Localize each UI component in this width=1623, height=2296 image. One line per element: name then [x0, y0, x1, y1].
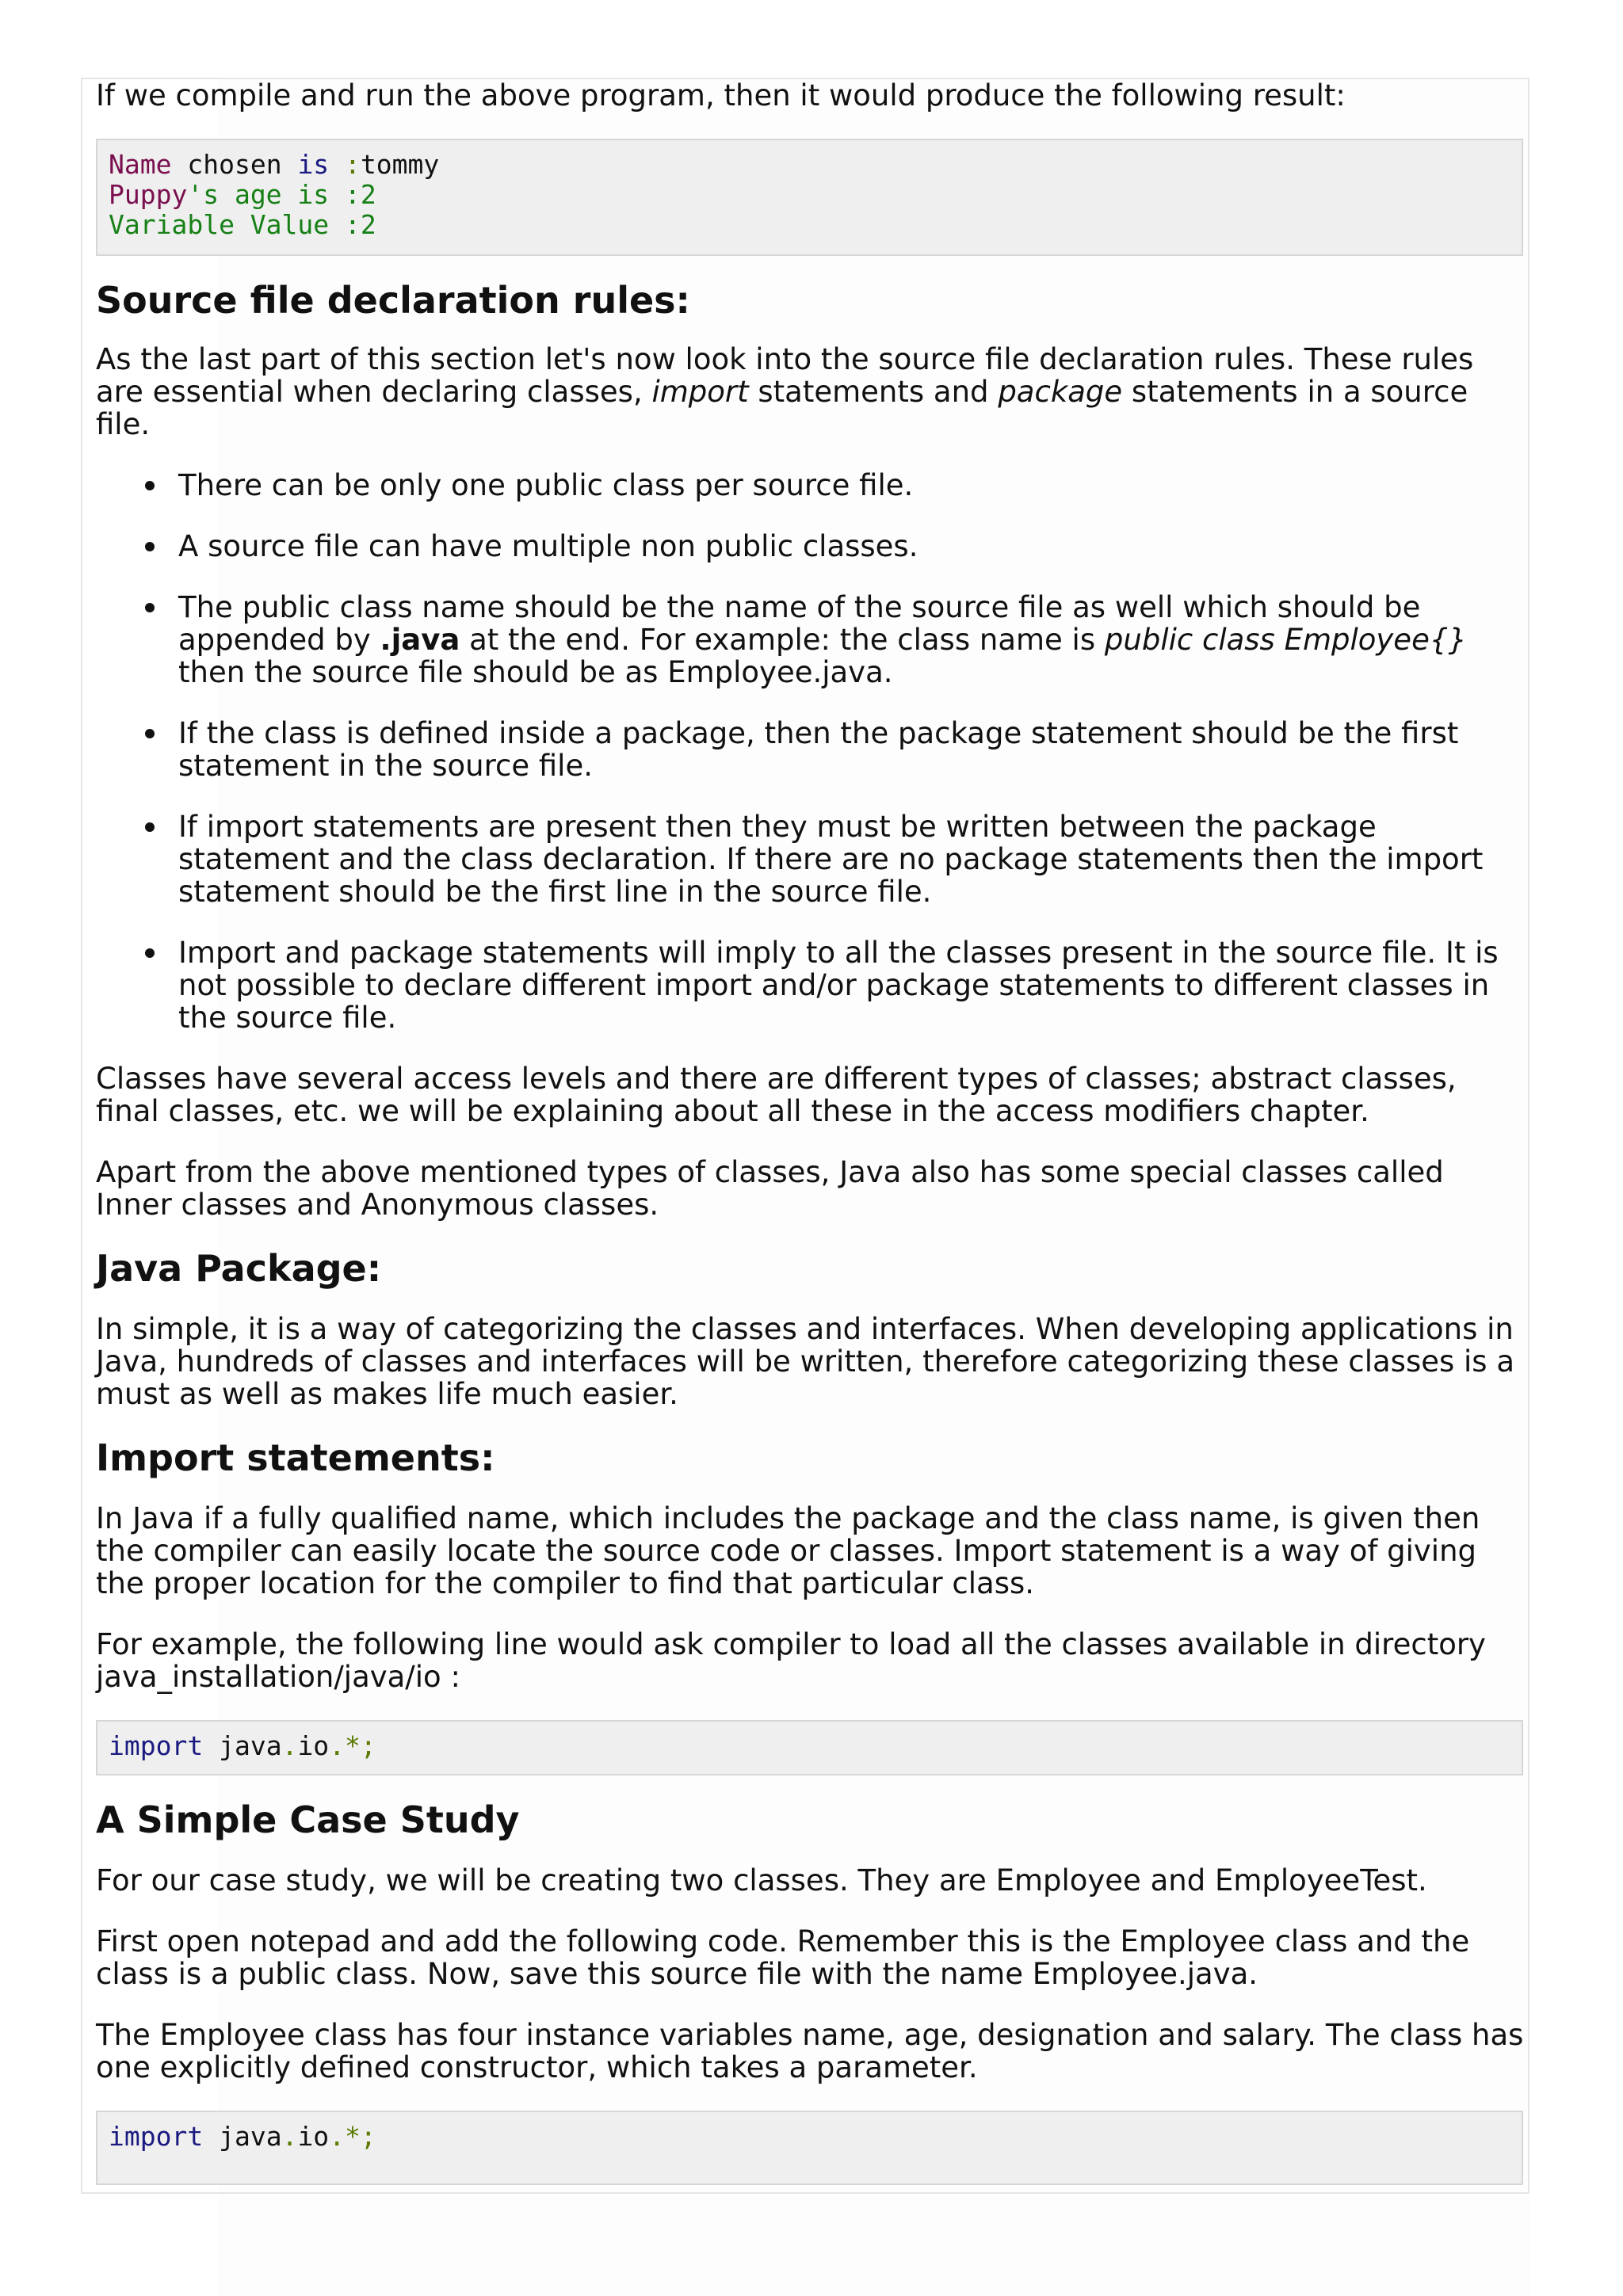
code-token: tommy	[360, 149, 440, 180]
code-token: import	[109, 2121, 204, 2152]
heading-import-statements: Import statements:	[96, 1436, 495, 1479]
list-item-text: There can be only one public class per source file.	[178, 468, 914, 502]
import-code-block	[96, 1720, 1523, 1775]
import-paragraph: In Java if a fully qualified name, which includes the package and the class name, is given then the compiler can easily locate the source code or classes. Import statement is a way of giving the proper location for the compiler to find that particular class.	[96, 1501, 1480, 1600]
code-token: is	[297, 149, 330, 180]
code-token: .*;	[329, 2121, 376, 2152]
code-line	[109, 150, 1522, 180]
code-token: io	[297, 1730, 330, 1761]
code-token: .	[281, 1730, 298, 1761]
text-run: statements in a source file.	[96, 375, 1468, 441]
access-levels-paragraph: Classes have several access levels and there are different types of classes; abstract classes, final classes, etc. we will be explaining about all these in the access modifiers chapter.	[96, 1062, 1457, 1128]
case-study-paragraph: First open notepad and add the following code. Remember this is the Employee class and the class is a public class. Now, save this source file with the name Employee.java.	[96, 1924, 1470, 1991]
package-paragraph: In simple, it is a way of categorizing the classes and interfaces. When developing applications in Java, hundreds of classes and interfaces will be written, therefore categorizing these classes is a must as well as makes life much easier.	[96, 1312, 1515, 1411]
code-token: .	[281, 2121, 298, 2152]
list-item	[178, 591, 1528, 688]
text-run: public class Employee{}	[1104, 623, 1467, 657]
list-item	[178, 936, 1528, 1034]
list-item	[178, 469, 1528, 502]
rules-list	[96, 469, 1528, 1034]
text-run: import	[651, 375, 749, 409]
bullet-icon	[145, 948, 155, 958]
list-item-text: A source file can have multiple non public classes.	[178, 529, 918, 563]
code-token: Name	[109, 149, 172, 180]
code-line	[109, 210, 1522, 240]
heading-java-package: Java Package:	[96, 1247, 382, 1290]
list-item-text: If import statements are present then they must be written between the package statement and the class declaration. If there are no package statements then the import statement should be the first line in the source file.	[178, 810, 1484, 909]
bullet-icon	[145, 542, 155, 551]
code-token: java	[203, 2121, 282, 2152]
bullet-icon	[145, 603, 155, 612]
text-run: statements and	[748, 375, 999, 409]
inner-classes-paragraph: Apart from the above mentioned types of classes, Java also has some special classes called Inner classes and Anonymous classes.	[96, 1155, 1444, 1222]
code-token: .*;	[329, 1730, 376, 1761]
text-run: package	[998, 375, 1123, 409]
text-run: at the end. For example: the class name is	[460, 623, 1105, 657]
text-run: The public class name should be the name of the source file as well which should be appended by	[178, 590, 1421, 657]
bullet-icon	[145, 822, 155, 832]
code-token: Variable Value :2	[109, 209, 376, 240]
intro-paragraph: If we compile and run the above program, then it would produce the following result:	[96, 78, 1346, 113]
code-token: io	[297, 2121, 330, 2152]
code-token: :	[329, 149, 361, 180]
heading-source-rules: Source file declaration rules:	[96, 279, 690, 322]
code-token: chosen	[171, 149, 298, 180]
code-token: import	[109, 1730, 204, 1761]
output-code-block	[96, 139, 1523, 256]
list-item	[178, 717, 1528, 782]
list-item-text: Import and package statements will imply to all the classes present in the source file. It is not possible to declare different import and/or package statements to different classes in the source file.	[178, 936, 1499, 1035]
text-run: .java	[380, 623, 460, 657]
case-study-paragraph: For our case study, we will be creating two classes. They are Employee and EmployeeTest.	[96, 1863, 1427, 1897]
code-line	[109, 2122, 1522, 2152]
text-run: then the source file should be as Employee.java.	[178, 655, 893, 689]
code-token: Puppy	[109, 179, 188, 210]
code-token: 's age is :2	[187, 179, 376, 210]
list-item-text: If the class is defined inside a package, then the package statement should be the first statement in the source file.	[178, 716, 1459, 783]
bullet-icon	[145, 729, 155, 738]
employee-code-block	[96, 2111, 1523, 2185]
code-line	[109, 180, 1522, 210]
import-example-paragraph: For example, the following line would ask compiler to load all the classes available in directory java_installation/java/io :	[96, 1627, 1486, 1694]
code-line	[109, 1731, 1522, 1761]
article-content	[81, 78, 1529, 2194]
case-study-paragraph: The Employee class has four instance variables name, age, designation and salary. The class has one explicitly defined constructor, which takes a parameter.	[96, 2018, 1524, 2084]
list-item	[178, 530, 1528, 563]
text-run: As the last part of this section let's now look into the source file declaration rules. These rules are essential when declaring classes,	[96, 342, 1474, 409]
heading-case-study: A Simple Case Study	[96, 1798, 520, 1841]
bullet-icon	[145, 481, 155, 490]
list-item	[178, 810, 1528, 908]
code-token: java	[203, 1730, 282, 1761]
source-rules-paragraph	[96, 343, 1528, 441]
